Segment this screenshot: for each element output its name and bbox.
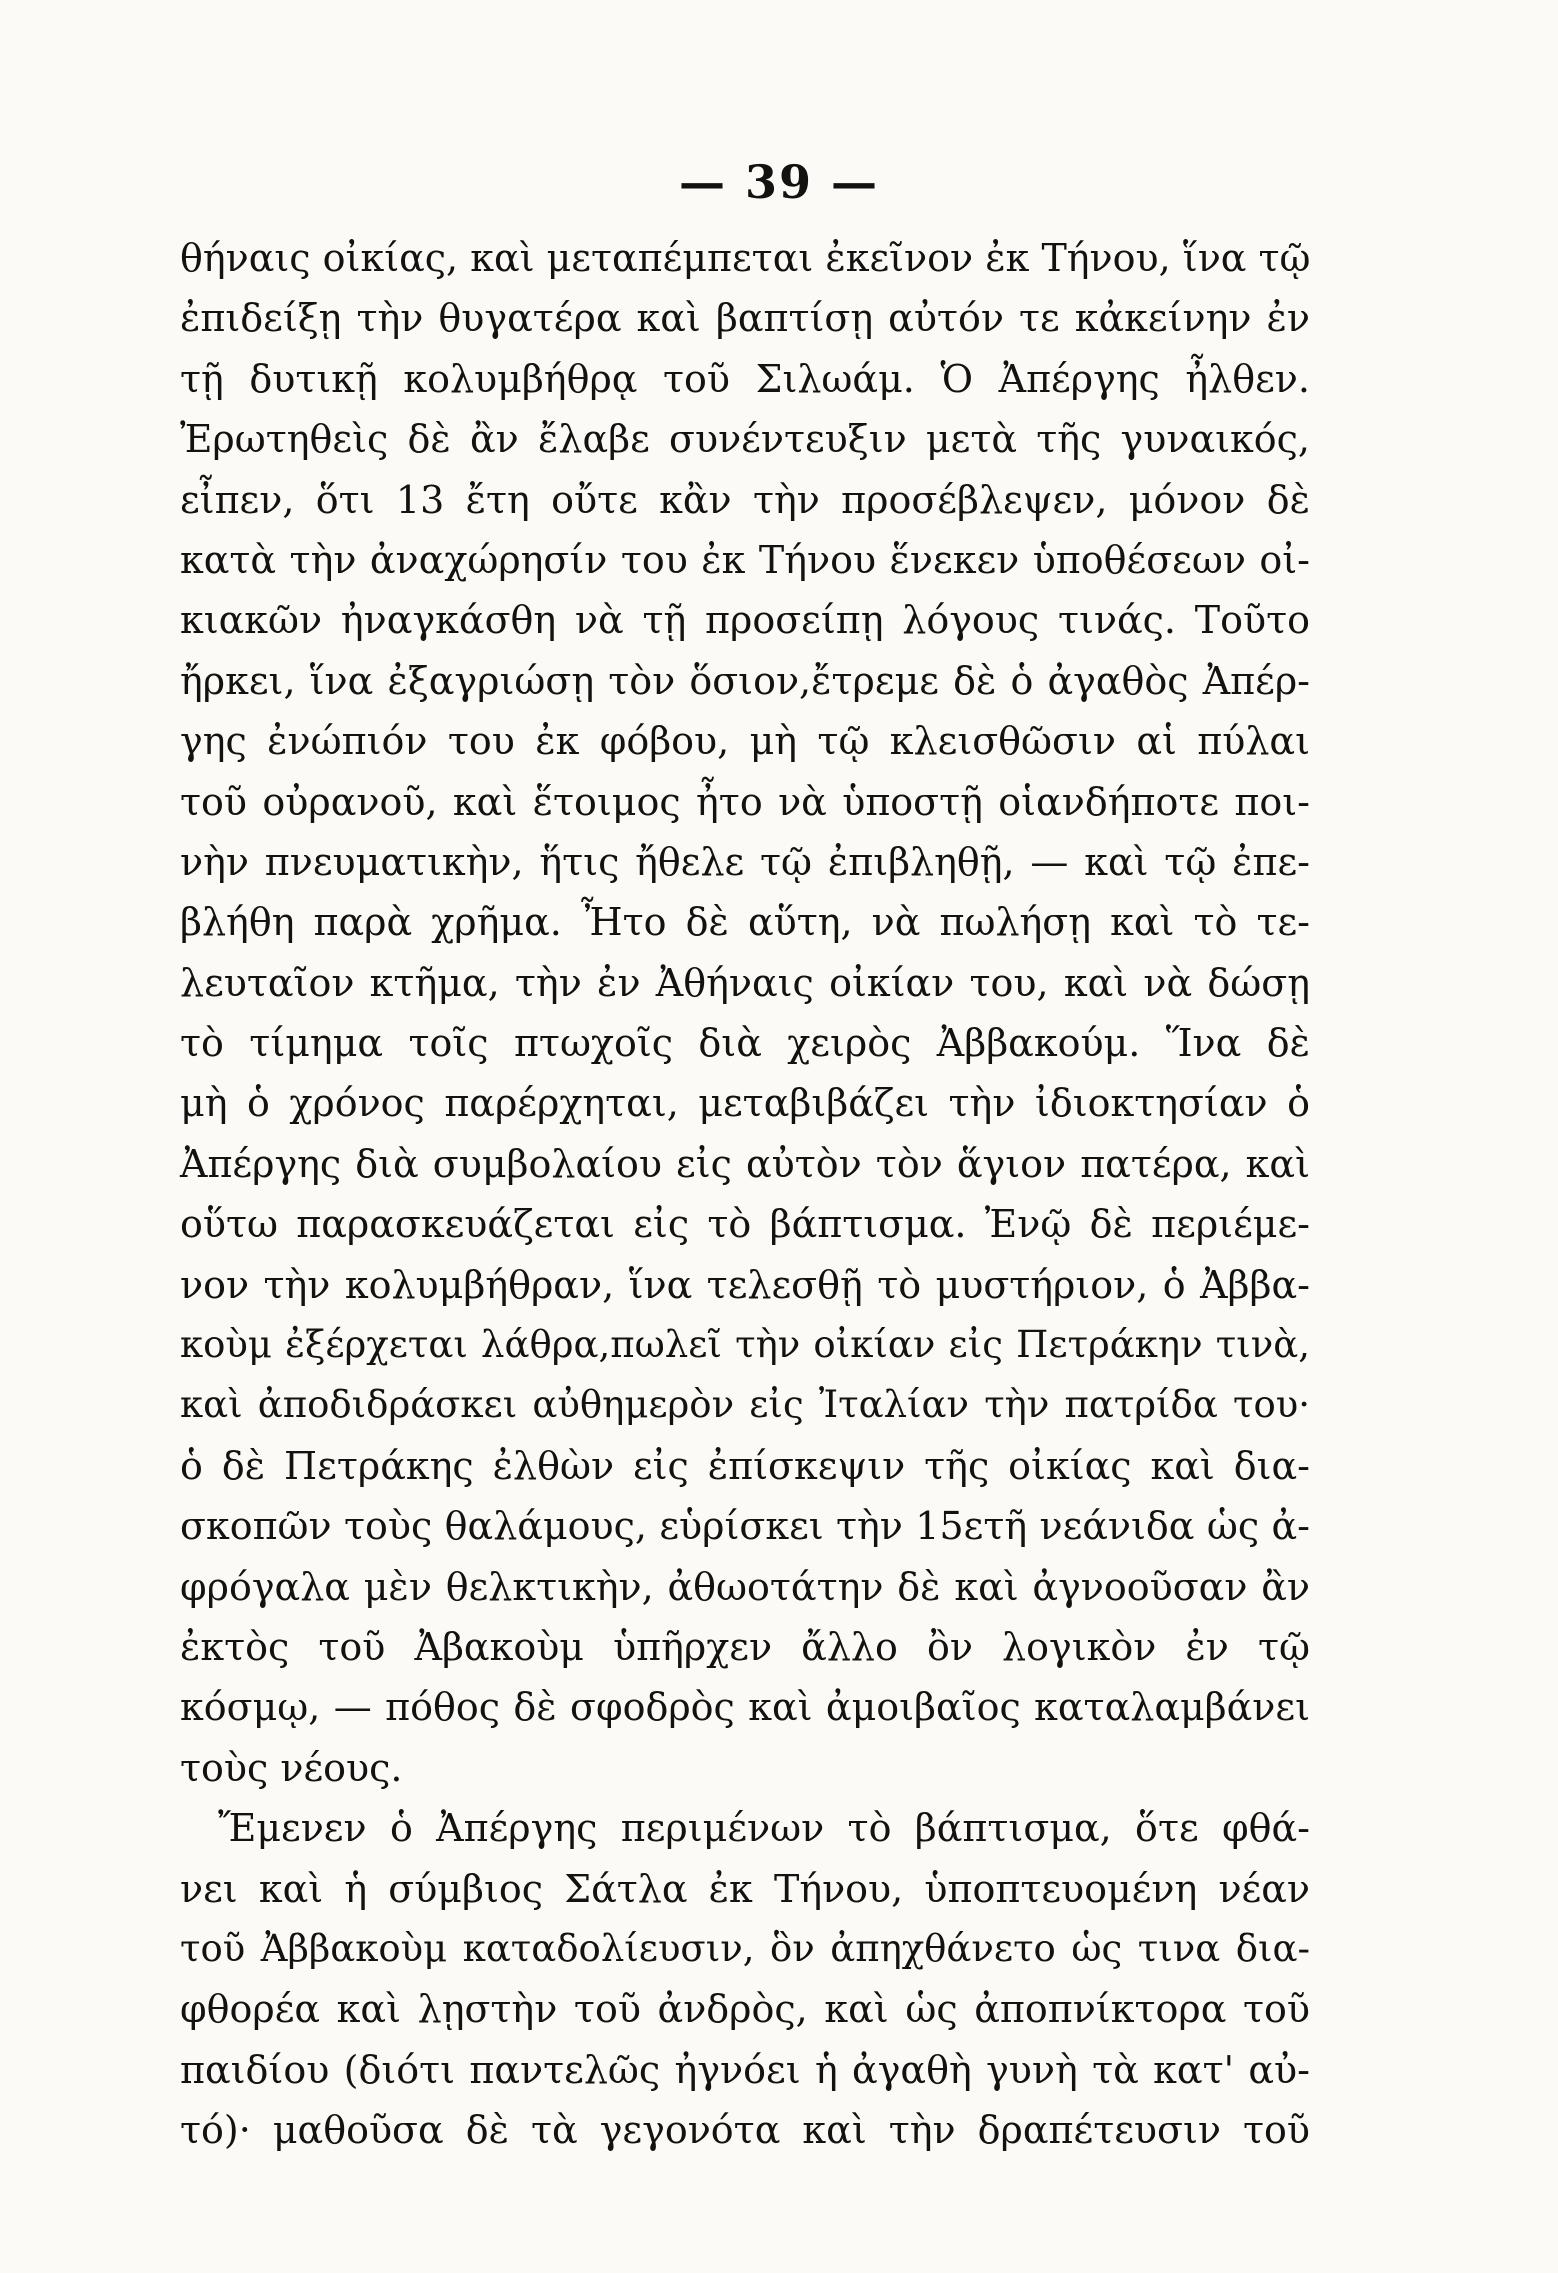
page-number: — 39 —	[678, 155, 880, 209]
text-line: τό)· μαθοῦσα δὲ τὰ γεγονότα καὶ τὴν δραπέτευσιν τοῦ	[180, 2108, 1310, 2153]
text-line: νον τὴν κολυμβήθραν, ἵνα τελεσθῇ τὸ μυστήριον, ὁ Ἀββα-	[180, 1262, 1310, 1307]
text-line: φρόγαλα μὲν θελκτικὴν, ἀθωοτάτην δὲ καὶ ἀγνοοῦσαν ἂν	[180, 1564, 1310, 1609]
text-line: κιακῶν ἠναγκάσθη νὰ τῇ προσείπῃ λόγους τινάς. Τοῦτο	[180, 598, 1310, 643]
text-line: βλήθη παρὰ χρῆμα. Ἦτο δὲ αὕτη, νὰ πωλήσῃ καὶ τὸ τε-	[180, 900, 1310, 945]
text-line: μὴ ὁ χρόνος παρέρχηται, μεταβιβάζει τὴν ἰδιοκτησίαν ὁ	[180, 1081, 1310, 1126]
body-text	[180, 228, 1310, 2161]
text-line: ἤρκει, ἵνα ἐξαγριώσῃ τὸν ὅσιον,ἔτρεμε δὲ ὁ ἀγαθὸς Ἀπέρ-	[180, 658, 1310, 703]
text-line: κοὺμ ἐξέρχεται λάθρα,πωλεῖ τὴν οἰκίαν εἰς Πετράκην τινὰ,	[180, 1323, 1310, 1367]
text-line: Ἐρωτηθεὶς δὲ ἂν ἔλαβε συνέντευξιν μετὰ τῆς γυναικός,	[180, 417, 1310, 462]
text-line: παιδίου (διότι παντελῶς ἠγνόει ἡ ἀγαθὴ γυνὴ τὰ κατ' αὐ-	[180, 2047, 1310, 2092]
text-line: τοῦ οὐρανοῦ, καὶ ἕτοιμος ἦτο νὰ ὑποστῇ οἱανδήποτε ποι-	[180, 779, 1310, 824]
text-line: Ἀπέργης διὰ συμβολαίου εἰς αὐτὸν τὸν ἅγιον πατέρα, καὶ	[180, 1141, 1310, 1186]
text-line: εἶπεν, ὅτι 13 ἔτη οὔτε κἂν τὴν προσέβλεψεν, μόνον δὲ	[180, 477, 1310, 522]
text-line: λευταῖον κτῆμα, τὴν ἐν Ἀθήναις οἰκίαν του, καὶ νὰ δώσῃ	[180, 960, 1310, 1005]
text-line: τὸ τίμημα τοῖς πτωχοῖς διὰ χειρὸς Ἀββακούμ. Ἵνα δὲ	[180, 1021, 1310, 1066]
text-line: ἐπιδείξῃ τὴν θυγατέρα καὶ βαπτίσῃ αὐτόν τε κἀκείνην ἐν	[180, 296, 1310, 341]
text-line: τοῦ Ἀββακοὺμ καταδολίευσιν, ὃν ἀπηχθάνετο ὡς τινα δια-	[180, 1926, 1310, 1970]
paragraph-start-line: Ἔμενεν ὁ Ἀπέργης περιμένων τὸ βάπτισμα, ὅτε φθά-	[218, 1806, 1310, 1851]
text-line: νει καὶ ἡ σύμβιος Σάτλα ἐκ Τήνου, ὑποπτευομένη νέαν	[180, 1866, 1310, 1911]
text-line: ὁ δὲ Πετράκης ἐλθὼν εἰς ἐπίσκεψιν τῆς οἰκίας καὶ δια-	[180, 1443, 1310, 1488]
text-line: γης ἐνώπιόν του ἐκ φόβου, μὴ τῷ κλεισθῶσιν αἱ πύλαι	[180, 719, 1310, 764]
text-line: νὴν πνευματικὴν, ἥτις ἤθελε τῷ ἐπιβληθῇ, — καὶ τῷ ἐπε-	[180, 839, 1310, 884]
text-line: καὶ ἀποδιδράσκει αὐθημερὸν εἰς Ἰταλίαν τὴν πατρίδα του·	[180, 1383, 1310, 1427]
paragraph-end-line: τοὺς νέους.	[180, 1745, 403, 1790]
text-line: σκοπῶν τοὺς θαλάμους, εὑρίσκει τὴν 15ετῆ νεάνιδα ὡς ἀ-	[180, 1504, 1310, 1549]
text-line: τῇ δυτικῇ κολυμβήθρᾳ τοῦ Σιλωάμ. Ὁ Ἀπέργης ἦλθεν.	[180, 356, 1310, 401]
text-line: ἐκτὸς τοῦ Ἀβακοὺμ ὑπῆρχεν ἄλλο ὂν λογικὸν ἐν τῷ	[180, 1624, 1310, 1669]
text-line: κατὰ τὴν ἀναχώρησίν του ἐκ Τήνου ἕνεκεν ὑποθέσεων οἰ-	[180, 537, 1310, 582]
text-line: κόσμῳ, — πόθος δὲ σφοδρὸς καὶ ἀμοιβαῖος καταλαμβάνει	[180, 1685, 1310, 1730]
text-line: θήναις οἰκίας, καὶ μεταπέμπεται ἐκεῖνον ἐκ Τήνου, ἵνα τῷ	[180, 236, 1311, 280]
text-line: φθορέα καὶ λῃστὴν τοῦ ἀνδρὸς, καὶ ὡς ἀποπνίκτορα τοῦ	[180, 1987, 1310, 2032]
text-line: οὕτω παρασκευάζεται εἰς τὸ βάπτισμα. Ἐνῷ δὲ περιέμε-	[180, 1202, 1310, 1247]
